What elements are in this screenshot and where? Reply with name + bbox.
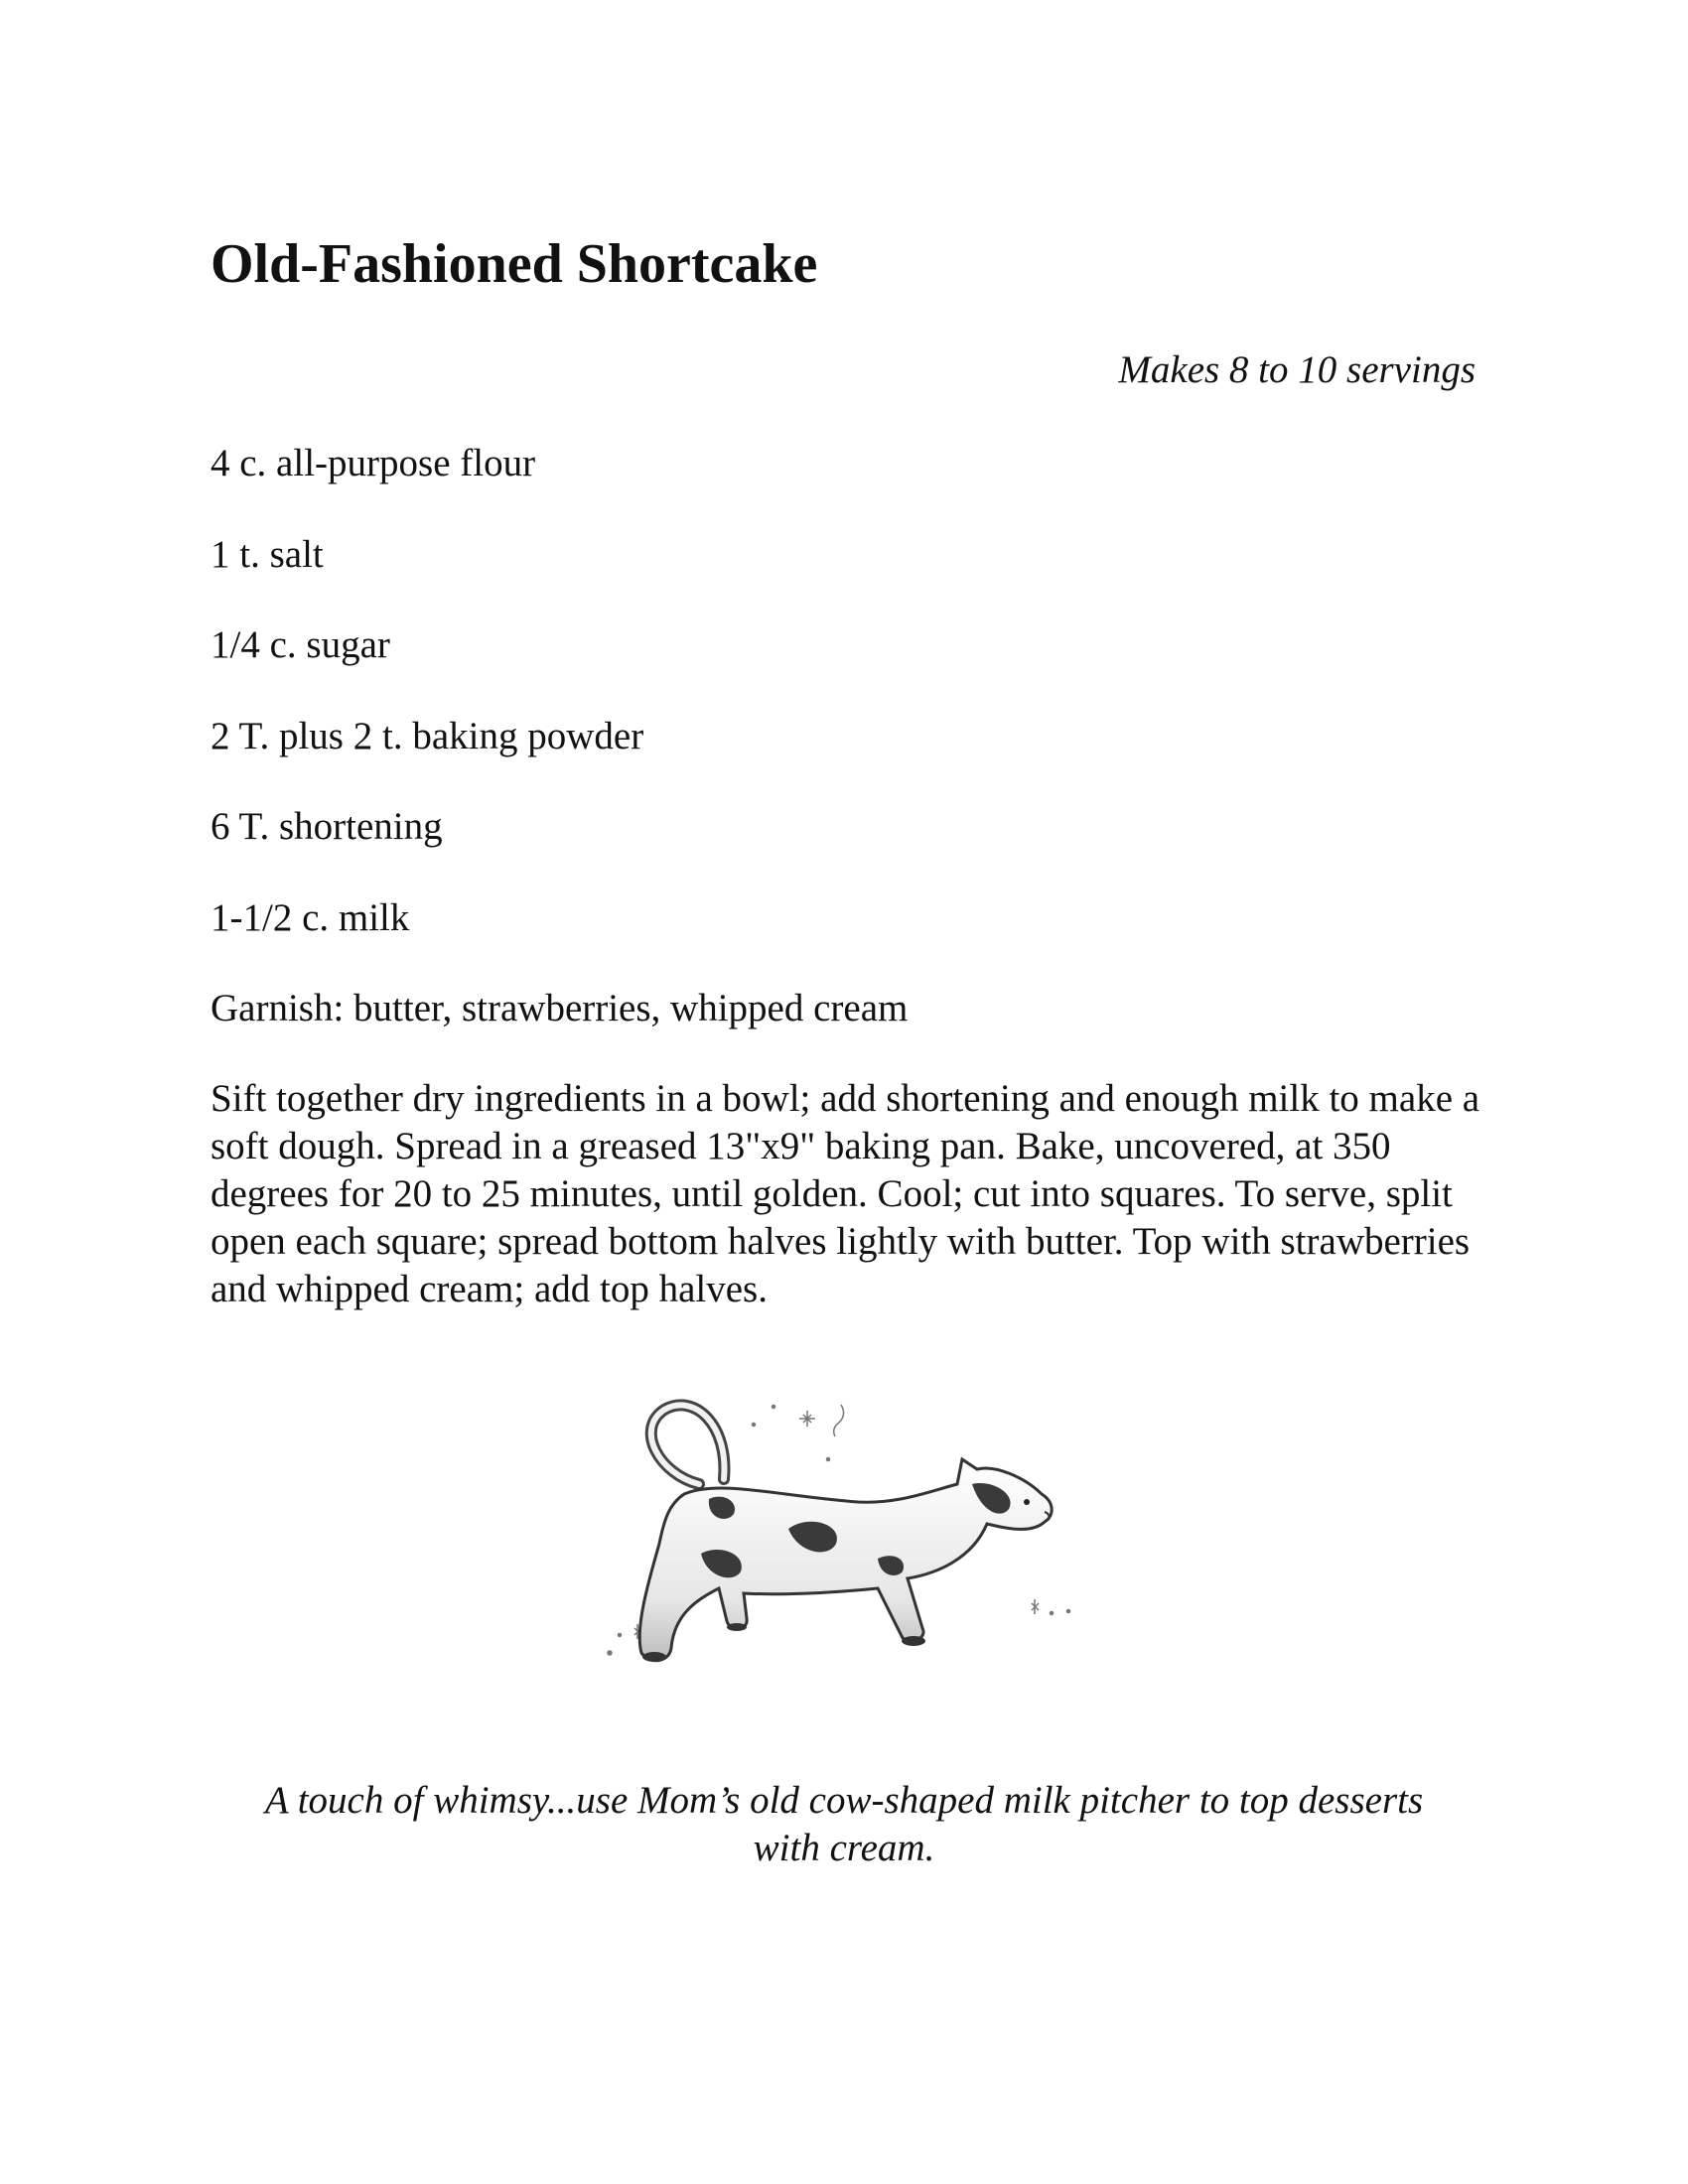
- ingredient-item: 1-1/2 c. milk: [211, 895, 410, 939]
- ingredient-item: 1 t. salt: [211, 532, 324, 576]
- recipe-title: Old-Fashioned Shortcake: [211, 233, 818, 295]
- recipe-directions: Sift together dry ingredients in a bowl; add shortening and enough milk to make a soft dough. Spread in a greased 13"x9" baking pan. Bake, uncovered, at 350 degrees for 20 to 25 minutes, until golden. Cool; cut into squares. To serve, split open each square; spread bottom halves lightly with butter. Top with strawberries and whipped cream; add top halves.: [211, 1077, 1480, 1310]
- servings-note: Makes 8 to 10 servings: [1118, 348, 1476, 391]
- ingredient-item: 6 T. shortening: [211, 805, 443, 848]
- illustration-caption: A touch of whimsy...use Mom’s old cow-shaped milk pitcher to top desserts with cream.: [264, 1779, 1424, 1869]
- cow-pitcher-illustration: [580, 1385, 1116, 1727]
- ingredient-item: 2 T. plus 2 t. baking powder: [211, 714, 644, 757]
- ingredient-item: 4 c. all-purpose flour: [211, 442, 536, 484]
- ingredient-list: [211, 443, 908, 1079]
- garnish-line: Garnish: butter, strawberries, whipped cream: [211, 987, 909, 1029]
- ingredient-item: 1/4 c. sugar: [211, 623, 390, 666]
